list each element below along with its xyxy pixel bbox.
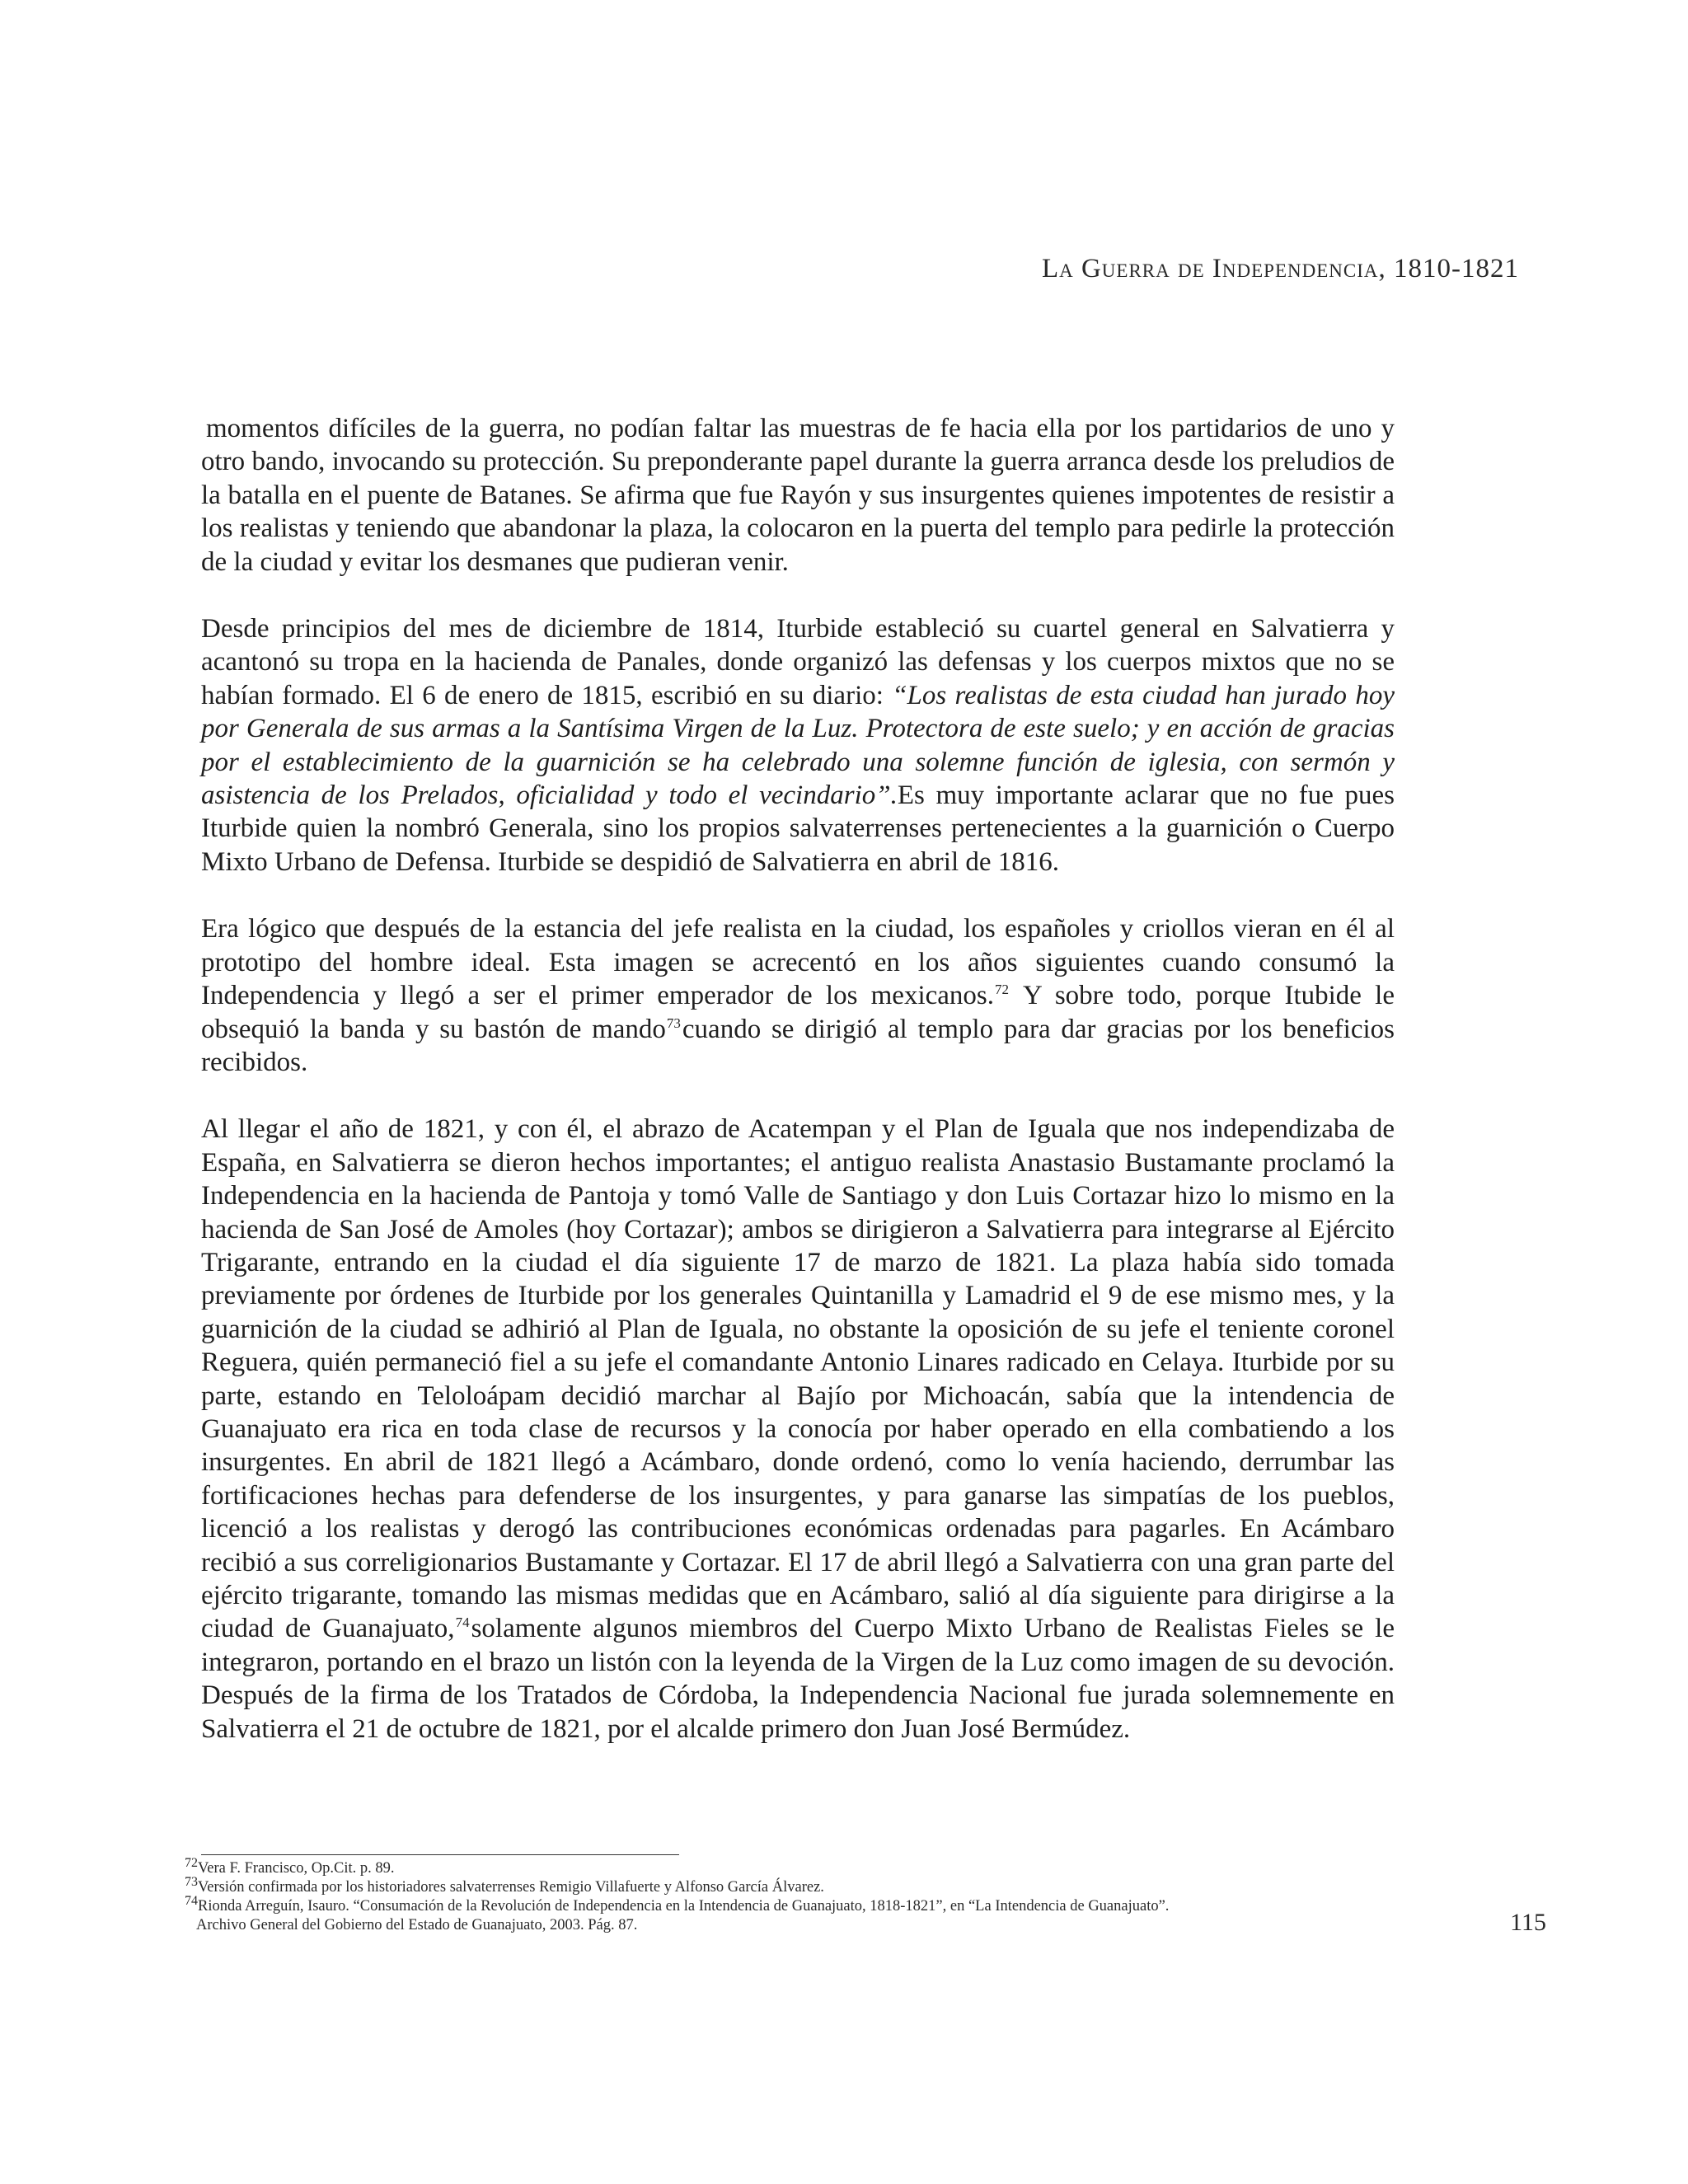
- paragraph-4: [201, 1113, 1395, 1746]
- body-text: [201, 412, 1395, 1779]
- paragraph-3-text: Era lógico que después de la estancia del jefe realista en la ciudad, los españoles y criollos vieran en él al prototipo del hombre ideal. Esta imagen se acrecentó en los años siguientes cuando consumó la Independencia y llegó a ser el primer emperador de los mexicanos.: [201, 914, 1395, 1011]
- paragraph-3-text-mid: Y sobre todo, porque Itubide le obsequió la banda y su bastón de mando: [201, 981, 1395, 1044]
- footnote-divider: [201, 1854, 679, 1855]
- footnote-text: Rionda Arreguín, Isauro. “Consumación de la Revolución de Independencia en la Intendencia de Guanajuato, 1818-1821”, en “La Intendencia de Guanajuato”.: [198, 1898, 1170, 1915]
- paragraph-4-text: Al llegar el año de 1821, y con él, el abrazo de Acatempan y el Plan de Iguala que nos independizaba de España, en Salvatierra se dieron hechos importantes; el antiguo realista Anastasio Bustamante proclamó la Independencia en la hacienda de Pantoja y tomó Valle de Santiago y don Luis Cortazar hizo lo mismo en la hacienda de San José de Amoles (hoy Cortazar); ambos se dirigieron a Salvatierra para integrarse al Ejército Trigarante, entrando en la ciudad el día siguiente 17 de marzo de 1821. La plaza había sido tomada previamente por órdenes de Iturbide por los generales Quintanilla y Lamadrid el 9 de ese mismo mes, y la guarnición de la ciudad se adhirió al Plan de Iguala, no obstante la oposición de su jefe el teniente coronel Reguera, quién permaneció fiel a su jefe el comandante Antonio Linares radicado en Celaya. Iturbide por su parte, estando en Teloloápam decidió marchar al Bajío por Michoacán, sabía que la intendencia de Guanajuato era rica en toda clase de recursos y la conocía por haber operado en ella combatiendo a los insurgentes. En abril de 1821 llegó a Acámbaro, donde ordenó, como lo venía haciendo, derrumbar las fortificaciones hechas para defenderse de los insurgentes, y para ganarse las simpatías de los pueblos, licenció a los realistas y derogó las contribuciones económicas ordenadas para pagarles. En Acámbaro recibió a sus correligionarios Bustamante y Cortazar. El 17 de abril llegó a Salvatierra con una gran parte del ejército trigarante, tomando las mismas medidas que en Acámbaro, salió al día siguiente para dirigirse a la ciudad de Guanajuato,: [201, 1114, 1395, 1644]
- page-number: 115: [1510, 1909, 1546, 1936]
- footnote-ref-74: 74: [455, 1615, 470, 1631]
- paragraph-2-text: Desde principios del mes de diciembre de 1814, Iturbide estableció su cuartel general en Salvatierra y acantonó su tropa en la hacienda de Panales, donde organizó las defensas y los cuerpos mixtos que no se habían formado. El 6 de enero de 1815, escribió en su diario:: [201, 614, 1395, 710]
- footnote-74-continued: Archivo General del Gobierno del Estado de Guanajuato, 2003. Pág. 87.: [196, 1917, 638, 1933]
- footnote-73: [185, 1874, 1372, 1897]
- diary-quote: “Los realistas de esta ciudad han jurado hoy por Generala de sus armas a la Santísima Virgen de la Luz. Protectora de este suelo; y en acción de gracias por el establecimiento de la guarnición se ha celebrado una solemne función de iglesia, con sermón y asistencia de los Prelados, oficialidad y todo el vecindario”.: [201, 680, 1395, 811]
- footnote-number: 73: [185, 1874, 198, 1889]
- footnote-72: [185, 1855, 1372, 1878]
- footnote-74: [185, 1893, 1372, 1916]
- footnote-number: 74: [185, 1893, 198, 1908]
- paragraph-3-text-end: cuando se dirigió al templo para dar gracias por los beneficios recibidos.: [201, 1014, 1395, 1077]
- paragraph-2-text-end: Es muy importante aclarar que no fue pues Iturbide quien la nombró Generala, sino los propios salvaterrenses pertenecientes a la guarnición o Cuerpo Mixto Urbano de Defensa. Iturbide se despidió de Salvatierra en abril de 1816.: [201, 780, 1395, 877]
- paragraph-4-text-end: solamente algunos miembros del Cuerpo Mixto Urbano de Realistas Fieles se le integraron, portando en el brazo un listón con la leyenda de la Virgen de la Luz como imagen de su devoción. Después de la firma de los Tratados de Córdoba, la Independencia Nacional fue jurada solemnemente en Salvatierra el 21 de octubre de 1821, por el alcalde primero don Juan José Bermúdez.: [201, 1614, 1395, 1744]
- footnote-text: Versión confirmada por los historiadores salvaterrenses Remigio Villafuerte y Alfonso García Álvarez.: [198, 1879, 824, 1896]
- running-title: La Guerra de Independencia, 1810-1821: [1041, 254, 1519, 284]
- paragraph-3: [201, 912, 1395, 1079]
- footnote-text: Vera F. Francisco, Op.Cit. p. 89.: [198, 1860, 395, 1877]
- footnote-number: 72: [185, 1855, 198, 1870]
- footnotes: [185, 1855, 1372, 1935]
- paragraph-1: momentos difíciles de la guerra, no podían faltar las muestras de fe hacia ella por los partidarios de uno y otro bando, invocando su protección. Su preponderante papel durante la guerra arranca desde los preludios de la batalla en el puente de Batanes. Se afirma que fue Rayón y sus insurgentes quienes impotentes de resistir a los realistas y teniendo que abandonar la plaza, la colocaron en la puerta del templo para pedirle la protección de la ciudad y evitar los desmanes que pudieran venir.: [201, 414, 1395, 577]
- paragraph-2: [201, 612, 1395, 879]
- footnote-ref-72: 72: [995, 982, 1010, 998]
- footnote-ref-73: 73: [666, 1015, 681, 1031]
